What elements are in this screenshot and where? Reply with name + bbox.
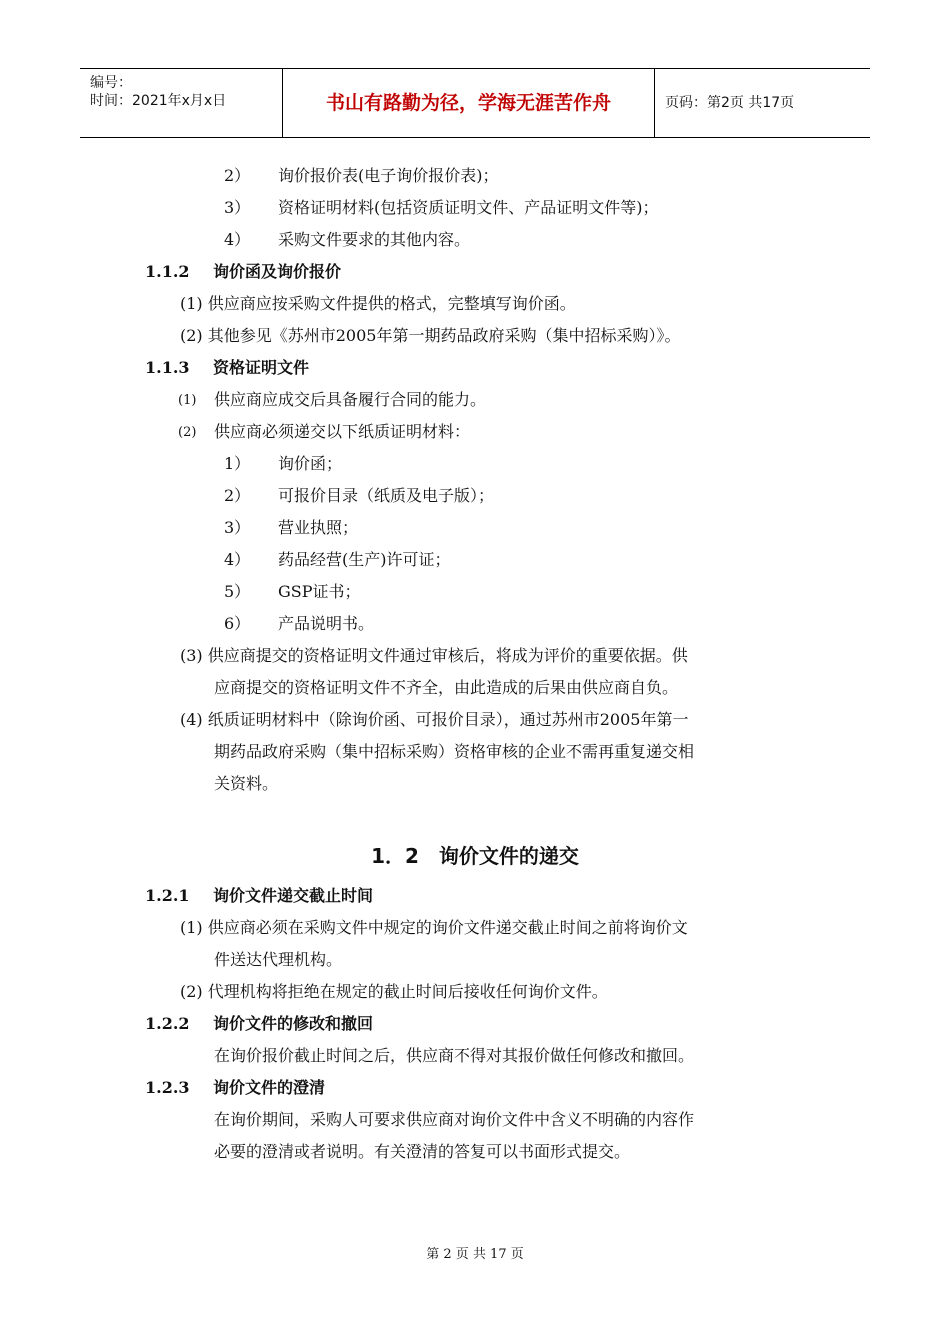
paragraph: 必要的澄清或者说明。有关澄清的答复可以书面形式提交。 (214, 1142, 631, 1161)
list-item-text: 药品经营(生产)许可证； (278, 550, 451, 569)
paragraph: 供应商必须递交以下纸质证明材料： (214, 422, 471, 441)
list-item-text: 营业执照； (278, 518, 359, 537)
section-title: 询价函及询价报价 (213, 262, 342, 281)
page-footer: 第 2 页 共 17 页 (426, 1247, 524, 1262)
list-number: 1） (224, 454, 251, 473)
paragraph: 在询价期间，采购人可要求供应商对询价文件中含义不明确的内容作 (214, 1110, 695, 1129)
list-number: (1) (178, 393, 197, 408)
paragraph: 关资料。 (214, 774, 279, 793)
section-title: 询价文件的修改和撤回 (213, 1014, 374, 1033)
list-number: (2) (178, 425, 197, 440)
section-title: 询价文件递交截止时间 (213, 886, 374, 905)
list-number: 4） (224, 550, 251, 569)
paragraph: 应商提交的资格证明文件不齐全，由此造成的后果由供应商自负。 (214, 678, 679, 697)
header-page-info: 页码：第2页 共17页 (665, 95, 795, 111)
list-item-text: 可报价目录（纸质及电子版）； (278, 486, 495, 505)
list-item-text: 询价函； (278, 454, 343, 473)
section-heading-1-2-2 (145, 1013, 373, 1035)
section-title: 资格证明文件 (213, 358, 310, 377)
section-heading-1-2-3 (145, 1077, 325, 1099)
list-item-text: 采购文件要求的其他内容。 (278, 230, 471, 249)
paragraph: (1) 供应商应按采购文件提供的格式，完整填写询价函。 (180, 294, 576, 313)
section-heading-1-1-3 (145, 357, 309, 379)
list-number: 6） (224, 614, 251, 633)
list-number: 3） (224, 198, 251, 217)
section-number: 1.2.2 (145, 1014, 190, 1033)
paragraph: 期药品政府采购（集中招标采购）资格审核的企业不需再重复递交相 (214, 742, 695, 761)
header-motto: 书山有路勤为径，学海无涯苦作舟 (283, 69, 655, 137)
paragraph: (2) 代理机构将拒绝在规定的截止时间后接收任何询价文件。 (180, 982, 608, 1001)
list-number: 2） (224, 166, 251, 185)
list-item-text: 产品说明书。 (278, 614, 375, 633)
paragraph: (1) 供应商必须在采购文件中规定的询价文件递交截止时间之前将询价文 (180, 918, 688, 937)
paragraph: (4) 纸质证明材料中（除询价函、可报价目录），通过苏州市2005年第一 (180, 710, 689, 729)
number-label: 编号： (90, 75, 132, 91)
section-title: 询价文件的澄清 (213, 1078, 326, 1097)
paragraph: (3) 供应商提交的资格证明文件通过审核后，将成为评价的重要依据。供 (180, 646, 688, 665)
time-label: 时间：2021年x月x日 (90, 93, 227, 109)
list-number: 3） (224, 518, 251, 537)
list-item-text: 资格证明材料(包括资质证明文件、产品证明文件等)； (278, 198, 659, 217)
paragraph: 件送达代理机构。 (214, 950, 343, 969)
page-header (80, 68, 870, 138)
list-item-text: 询价报价表(电子询价报价表)； (278, 166, 499, 185)
section-number: 1.2.1 (145, 886, 190, 905)
header-meta-cell (80, 69, 283, 137)
list-number: 2） (224, 486, 251, 505)
section-number: 1.1.2 (145, 262, 190, 281)
paragraph: 在询价报价截止时间之后，供应商不得对其报价做任何修改和撤回。 (214, 1046, 695, 1065)
section-heading-1-1-2 (145, 261, 341, 283)
list-number: 4） (224, 230, 251, 249)
section-number: 1.1.3 (145, 358, 190, 377)
list-item-text: GSP证书； (278, 582, 361, 601)
paragraph: (2) 其他参见《苏州市2005年第一期药品政府采购（集中招标采购）》。 (180, 326, 681, 345)
section-heading-1-2-1 (145, 885, 373, 907)
paragraph: 供应商应成交后具备履行合同的能力。 (214, 390, 487, 409)
section-number: 1.2.3 (145, 1078, 190, 1097)
list-number: 5） (224, 582, 251, 601)
section-heading-1-2: 1．2 询价文件的递交 (371, 844, 579, 868)
